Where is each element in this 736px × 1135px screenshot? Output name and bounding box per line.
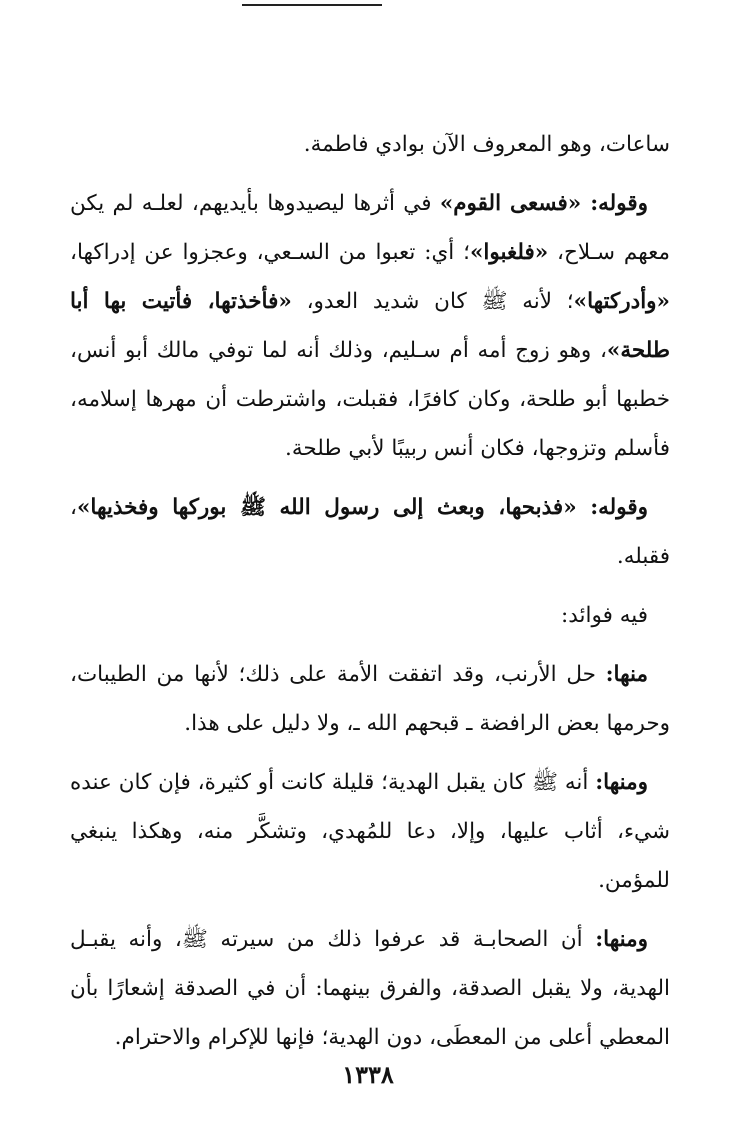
text-segment: أنه ﷺ كان يقبل الهدية؛ قليلة كانت أو كثيرة، فإن كان عنده شيء، أثاب عليها، وإلا، دعا للمُهدي، وتشكَّر منه، وهكذا ينبغي للمؤمن. <box>70 770 670 893</box>
bold-text: «وأدركتها» <box>573 289 670 314</box>
paragraph <box>70 758 670 905</box>
paragraph <box>70 179 670 473</box>
bold-text: «فلغبوا» <box>469 240 549 265</box>
paragraph <box>70 483 670 581</box>
bold-text: ومنها: <box>595 770 648 795</box>
top-rule <box>242 4 382 6</box>
paragraph <box>70 915 670 1062</box>
bold-text: «فأخذتها، فأتيت بها أبا طلحة» <box>70 289 670 363</box>
text-segment: في أثرها ليصيدوها بأيديهم، لعلـه لم يكن معهم سـلاح، <box>70 191 670 265</box>
text-segment: ؛ أي: تعبوا من السـعي، وعجزوا عن إدراكها، <box>70 240 470 265</box>
page-body <box>70 120 670 1072</box>
bold-text: وقوله: «فذبحها، وبعث إلى رسول الله ﷺ بوركها وفخذيها» <box>76 495 648 520</box>
text-segment: ساعات، وهو المعروف الآن بوادي فاطمة. <box>303 132 670 157</box>
text-segment: حل الأرنب، وقد اتفقت الأمة على ذلك؛ لأنها من الطيبات، وحرمها بعض الرافضة ـ قبحهم الله ـ، ولا دليل على هذا. <box>70 662 670 736</box>
paragraph <box>70 120 670 169</box>
text-segment: ؛ لأنه ﷺ كان شديد العدو، <box>291 289 574 314</box>
bold-text: منها: <box>605 662 648 687</box>
paragraph <box>70 591 670 640</box>
bold-text: وقوله: «فسعى القوم» <box>439 191 648 216</box>
bold-text: ومنها: <box>595 927 648 952</box>
page-number: ١٣٣٨ <box>342 1060 394 1089</box>
text-segment: أن الصحابـة قد عرفوا ذلك من سيرته ﷺ، وأنه يقبـل الهدية، ولا يقبل الصدقة، والفرق بينهما: أن في الصدقة إشعارًا بأن المعطي أعلى من المعطَى، دون الهدية؛ فإنها للإكرام والاحترام. <box>70 927 670 1050</box>
paragraph <box>70 650 670 748</box>
text-segment: ، فقبله. <box>70 495 670 569</box>
text-segment: ، وهو زوج أمه أم سـليم، وذلك أنه لما توفي مالك أبو أنس، خطبها أبو طلحة، وكان كافرًا، فقبلت، واشترطت أن مهرها إسلامه، فأسلم وتزوجها، فكان أنس ربيبًا لأبي طلحة. <box>70 338 670 461</box>
text-segment: فيه فوائد: <box>561 603 648 628</box>
